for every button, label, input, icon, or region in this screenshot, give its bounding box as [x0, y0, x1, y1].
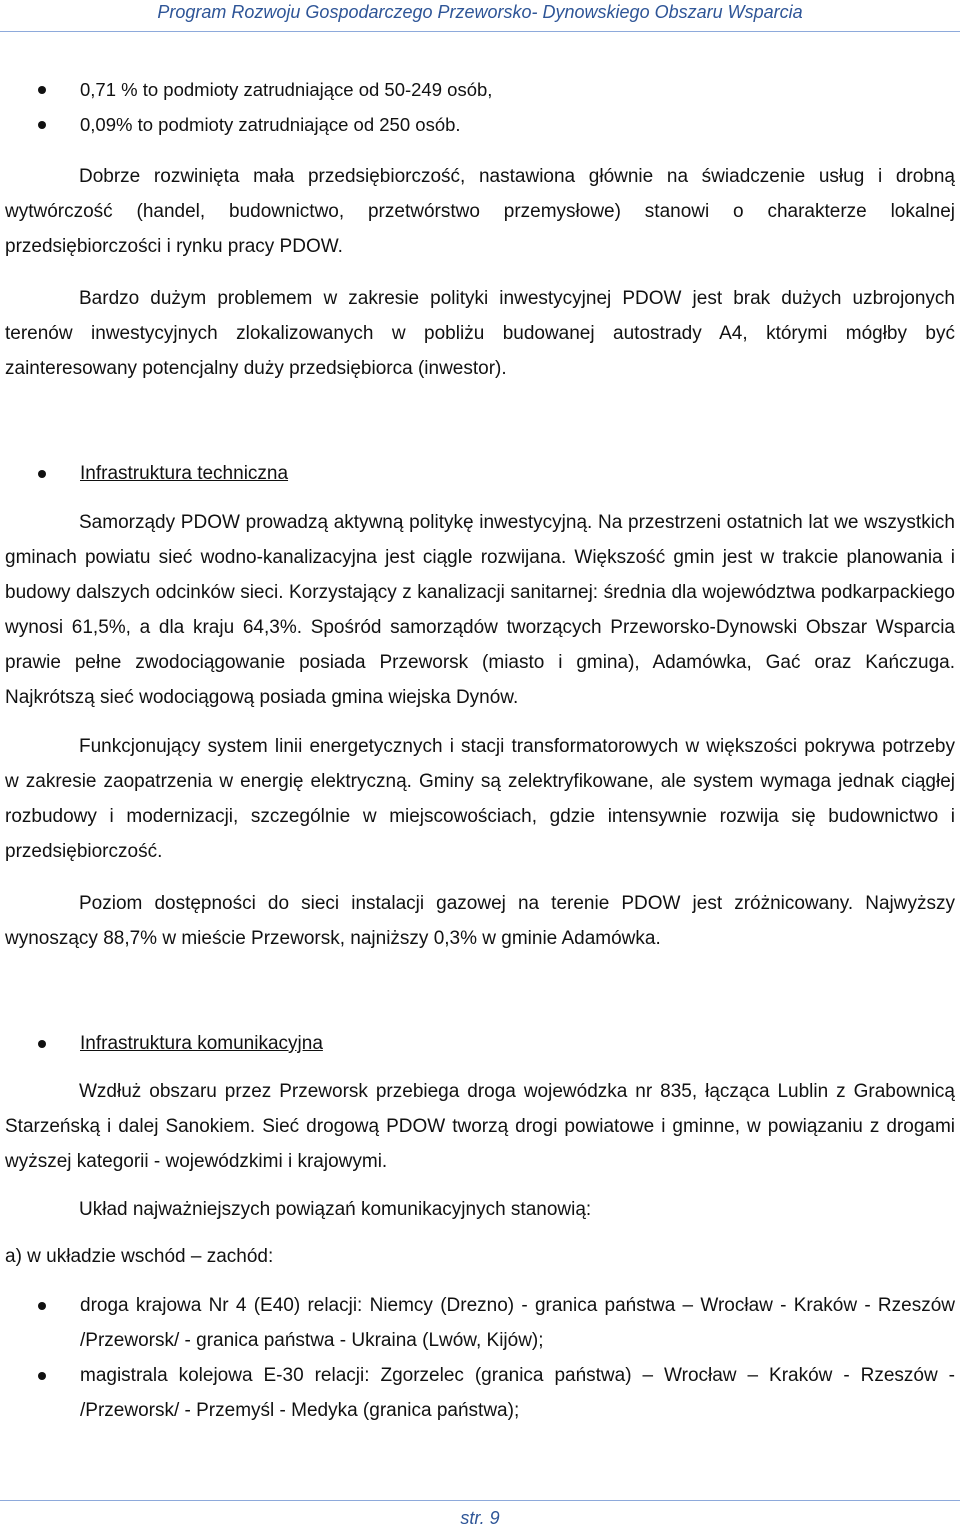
list-item [5, 72, 955, 107]
list-item [5, 1288, 955, 1358]
paragraph-energy: Funkcjonujący system linii energetycznych i stacji transformatorowych w większości pokrywa potrzeby w zakresie zaopatrzenia w energię elektryczną. Gminy są zelektryfikowane, ale system wymaga jednak ciągłej rozbudowy i modernizacji, szczególnie w miejscowościach, gdzie intensywnie rozwija się budownictwo i przedsiębiorczość. [5, 736, 955, 862]
paragraph-gas: Poziom dostępności do sieci instalacji gazowej na terenie PDOW jest zróżnicowany. Najwyższy wynoszący 88,7% w mieście Przeworsk, najniższy 0,3% w gminie Adamówka. [5, 893, 955, 949]
bullet-icon [38, 470, 46, 478]
running-header: Program Rozwoju Gospodarczego Przeworsko- Dynowskiego Obszaru Wsparcia [157, 2, 803, 22]
list-item [5, 107, 955, 142]
transport-links-list [5, 1288, 955, 1428]
transport-link-text: magistrala kolejowa E-30 relacji: Zgorzelec (granica państwa) – Wrocław – Kraków - Rzeszów - /Przeworsk/ - Przemyśl - Medyka (granica państwa); [80, 1365, 955, 1421]
bullet-icon [38, 1302, 46, 1310]
paragraph-water-sewage: Samorządy PDOW prowadzą aktywną politykę inwestycyjną. Na przestrzeni ostatnich lat we wszystkich gminach powiatu sieć wodno-kanalizacyjna jest ciągle rozwijana. Większość gmin jest w trakcie planowania i budowy dalszych odcinków sieci. Korzystający z kanalizacji sanitarnej: średnia dla województwa podkarpackiego wynosi 61,5%, a dla kraju 64,3%. Spośród samorządów tworzących Przeworsko-Dynowski Obszar Wsparcia prawie pełne zwodociągowanie posiada Przeworsk (miasto i gmina), Adamówka, Gać oraz Kańczuga. Najkrótszą sieć wodociągową posiada gmina wiejska Dynów. [5, 512, 955, 708]
section-heading-technical [5, 456, 955, 491]
paragraph-small-business: Dobrze rozwinięta mała przedsiębiorczość, nastawiona głównie na świadczenie usług i drobną wytwórczość (handel, budownictwo, przetwórstwo przemysłowe) stanowi o charakterze lokalnej przedsiębiorczości i rynku pracy PDOW. [5, 166, 955, 257]
bullet-icon [38, 1040, 46, 1048]
employment-bullet-list [5, 72, 955, 142]
section-heading-text: Infrastruktura komunikacyjna [80, 1033, 323, 1054]
page-content [5, 70, 955, 1428]
paragraph-roads: Wzdłuż obszaru przez Przeworsk przebiega droga wojewódzka nr 835, łącząca Lublin z Grabownicą Starzeńską i dalej Sanokiem. Sieć drogową PDOW tworzą drogi powiatowe i gminne, w powiązaniu z drogami wyższej kategorii - wojewódzkimi i krajowymi. [5, 1081, 955, 1172]
bullet-icon [38, 86, 46, 94]
paragraph-investment-problem: Bardzo dużym problemem w zakresie polityki inwestycyjnej PDOW jest brak dużych uzbrojonych terenów inwestycyjnych zlokalizowanych w pobliżu budowanej autostrady A4, którymi mógłby być zainteresowany potencjalny duży przedsiębiorca (inwestor). [5, 288, 955, 379]
transport-link-text: droga krajowa Nr 4 (E40) relacji: Niemcy (Drezno) - granica państwa – Wrocław - Kraków - Rzeszów /Przeworsk/ - granica państwa - Ukraina (Lwów, Kijów); [80, 1295, 955, 1351]
bullet-icon [38, 1372, 46, 1380]
section-heading-text: Infrastruktura techniczna [80, 463, 289, 484]
section-heading-transport [5, 1026, 955, 1061]
bullet-text: 0,71 % to podmioty zatrudniające od 50-249 osób, [80, 79, 493, 100]
footer-rule [0, 1500, 960, 1501]
page-number: str. 9 [460, 1508, 500, 1528]
bullet-text: 0,09% to podmioty zatrudniające od 250 osób. [80, 114, 461, 135]
east-west-label: a) w układzie wschód – zachód: [5, 1246, 274, 1267]
header-rule [0, 31, 960, 32]
list-item [5, 1358, 955, 1428]
paragraph-key-links-intro: Układ najważniejszych powiązań komunikacyjnych stanowią: [79, 1199, 592, 1220]
bullet-icon [38, 121, 46, 129]
